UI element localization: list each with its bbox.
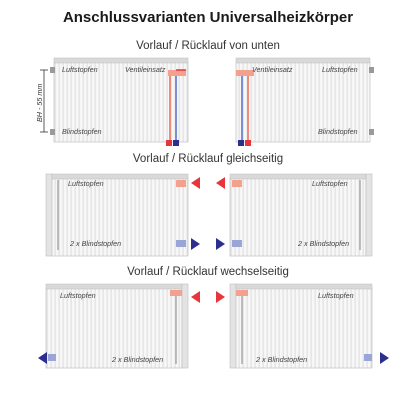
label-luftstopfen: Luftstopfen (322, 65, 358, 74)
label-luftstopfen: Luftstopfen (68, 179, 104, 188)
label-2x-blindstopfen: 2 x Blindstopfen (298, 239, 350, 248)
return-arrow-icon (380, 352, 389, 364)
label-2x-blindstopfen: 2 x Blindstopfen (256, 355, 308, 364)
label-blindstopfen: Blindstopfen (318, 127, 358, 136)
return-arrow-icon (38, 352, 47, 364)
label-blindstopfen: Blindstopfen (62, 127, 102, 136)
dimension-label: BH - 55 mm (35, 83, 44, 122)
radiator-same-right (230, 174, 372, 256)
label-2x-blindstopfen: 2 x Blindstopfen (112, 355, 164, 364)
label-luftstopfen: Luftstopfen (60, 291, 96, 300)
radiator-alt-left (46, 284, 188, 368)
section-heading-bottom: Vorlauf / Rücklauf von unten (136, 40, 280, 52)
page-title: Anschlussvarianten Universalheizkörper (62, 9, 354, 26)
label-luftstopfen: Luftstopfen (62, 65, 98, 74)
label-ventileinsatz: Ventileinsatz (252, 65, 293, 74)
supply-arrow-icon (191, 291, 200, 303)
radiator-alt-right (230, 284, 372, 368)
section-heading-same-side: Vorlauf / Rücklauf gleichseitig (132, 153, 284, 165)
radiator-bottom-left (35, 58, 188, 146)
label-luftstopfen: Luftstopfen (318, 291, 354, 300)
radiator-same-left (46, 174, 188, 256)
label-luftstopfen: Luftstopfen (312, 179, 348, 188)
supply-arrow-icon (191, 177, 200, 189)
return-arrow-icon (191, 238, 200, 250)
label-ventileinsatz: Ventileinsatz (125, 65, 166, 74)
section-heading-alternating: Vorlauf / Rücklauf wechselseitig (127, 266, 289, 278)
radiator-bottom-right (236, 58, 374, 146)
supply-arrow-icon (216, 177, 225, 189)
label-2x-blindstopfen: 2 x Blindstopfen (70, 239, 122, 248)
return-arrow-icon (216, 238, 225, 250)
supply-arrow-icon (216, 291, 225, 303)
